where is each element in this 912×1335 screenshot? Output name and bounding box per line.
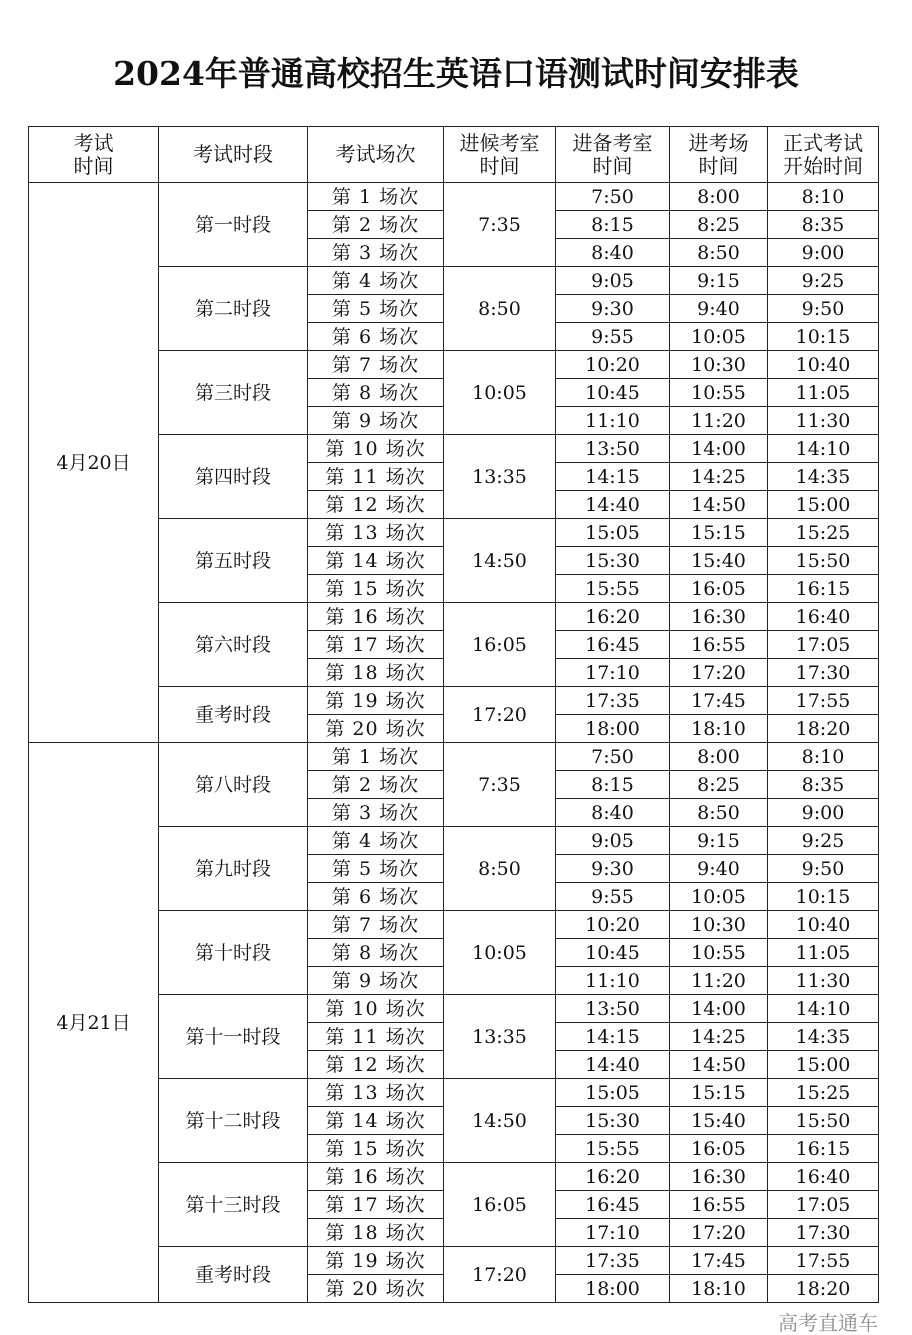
session-cell: 第 18 场次 — [308, 1219, 444, 1247]
header-session: 考试场次 — [308, 127, 444, 183]
waiting-room-time-cell: 13:35 — [444, 995, 556, 1079]
waiting-room-time-cell: 7:35 — [444, 743, 556, 827]
enter-exam-time-cell: 14:50 — [670, 1051, 768, 1079]
enter-exam-time-cell: 8:50 — [670, 239, 768, 267]
session-cell: 第 3 场次 — [308, 239, 444, 267]
waiting-room-time-cell: 10:05 — [444, 911, 556, 995]
session-cell: 第 1 场次 — [308, 183, 444, 211]
prep-room-time-cell: 10:45 — [556, 379, 670, 407]
prep-room-time-cell: 10:20 — [556, 911, 670, 939]
period-cell: 第十三时段 — [159, 1163, 308, 1247]
prep-room-time-cell: 8:40 — [556, 799, 670, 827]
prep-room-time-cell: 15:05 — [556, 1079, 670, 1107]
waiting-room-time-cell: 14:50 — [444, 519, 556, 603]
enter-exam-time-cell: 17:45 — [670, 1247, 768, 1275]
session-cell: 第 8 场次 — [308, 939, 444, 967]
enter-exam-time-cell: 8:25 — [670, 211, 768, 239]
enter-exam-time-cell: 18:10 — [670, 715, 768, 743]
session-cell: 第 11 场次 — [308, 463, 444, 491]
header-start-time: 正式考试 开始时间 — [768, 127, 879, 183]
prep-room-time-cell: 16:20 — [556, 603, 670, 631]
prep-room-time-cell: 11:10 — [556, 407, 670, 435]
start-time-cell: 15:50 — [768, 1107, 879, 1135]
enter-exam-time-cell: 16:30 — [670, 603, 768, 631]
prep-room-time-cell: 8:15 — [556, 771, 670, 799]
enter-exam-time-cell: 18:10 — [670, 1275, 768, 1303]
enter-exam-time-cell: 15:40 — [670, 547, 768, 575]
table-row — [29, 183, 879, 211]
prep-room-time-cell: 8:40 — [556, 239, 670, 267]
waiting-room-time-cell: 16:05 — [444, 1163, 556, 1247]
session-cell: 第 17 场次 — [308, 1191, 444, 1219]
enter-exam-time-cell: 9:40 — [670, 295, 768, 323]
prep-room-time-cell: 9:05 — [556, 267, 670, 295]
header-row — [29, 127, 879, 183]
enter-exam-time-cell: 8:00 — [670, 743, 768, 771]
prep-room-time-cell: 14:40 — [556, 491, 670, 519]
prep-room-time-cell: 9:05 — [556, 827, 670, 855]
enter-exam-time-cell: 14:25 — [670, 1023, 768, 1051]
page-title: 2024年普通高校招生英语口语测试时间安排表 — [113, 54, 799, 93]
prep-room-time-cell: 14:15 — [556, 1023, 670, 1051]
start-time-cell: 10:15 — [768, 883, 879, 911]
prep-room-time-cell: 14:40 — [556, 1051, 670, 1079]
session-cell: 第 2 场次 — [308, 771, 444, 799]
prep-room-time-cell: 13:50 — [556, 435, 670, 463]
prep-room-time-cell: 8:15 — [556, 211, 670, 239]
period-cell: 第十时段 — [159, 911, 308, 995]
enter-exam-time-cell: 11:20 — [670, 407, 768, 435]
header-waiting-room-time: 进候考室 时间 — [444, 127, 556, 183]
start-time-cell: 8:10 — [768, 743, 879, 771]
session-cell: 第 4 场次 — [308, 827, 444, 855]
prep-room-time-cell: 15:55 — [556, 575, 670, 603]
enter-exam-time-cell: 10:55 — [670, 379, 768, 407]
waiting-room-time-cell: 17:20 — [444, 1247, 556, 1303]
header-enter-exam-time: 进考场 时间 — [670, 127, 768, 183]
session-cell: 第 8 场次 — [308, 379, 444, 407]
start-time-cell: 17:05 — [768, 631, 879, 659]
enter-exam-time-cell: 16:55 — [670, 631, 768, 659]
start-time-cell: 11:30 — [768, 967, 879, 995]
session-cell: 第 19 场次 — [308, 687, 444, 715]
start-time-cell: 15:50 — [768, 547, 879, 575]
start-time-cell: 18:20 — [768, 1275, 879, 1303]
start-time-cell: 15:00 — [768, 1051, 879, 1079]
enter-exam-time-cell: 8:00 — [670, 183, 768, 211]
start-time-cell: 17:30 — [768, 659, 879, 687]
prep-room-time-cell: 11:10 — [556, 967, 670, 995]
prep-room-time-cell: 9:55 — [556, 323, 670, 351]
start-time-cell: 17:05 — [768, 1191, 879, 1219]
session-cell: 第 3 场次 — [308, 799, 444, 827]
enter-exam-time-cell: 11:20 — [670, 967, 768, 995]
prep-room-time-cell: 17:10 — [556, 659, 670, 687]
session-cell: 第 13 场次 — [308, 519, 444, 547]
waiting-room-time-cell: 10:05 — [444, 351, 556, 435]
period-cell: 第四时段 — [159, 435, 308, 519]
prep-room-time-cell: 17:10 — [556, 1219, 670, 1247]
session-cell: 第 14 场次 — [308, 547, 444, 575]
prep-room-time-cell: 15:05 — [556, 519, 670, 547]
prep-room-time-cell: 9:30 — [556, 295, 670, 323]
enter-exam-time-cell: 16:30 — [670, 1163, 768, 1191]
start-time-cell: 9:25 — [768, 827, 879, 855]
prep-room-time-cell: 15:55 — [556, 1135, 670, 1163]
enter-exam-time-cell: 14:25 — [670, 463, 768, 491]
enter-exam-time-cell: 17:20 — [670, 659, 768, 687]
period-cell: 第五时段 — [159, 519, 308, 603]
waiting-room-time-cell: 7:35 — [444, 183, 556, 267]
start-time-cell: 14:35 — [768, 463, 879, 491]
session-cell: 第 11 场次 — [308, 1023, 444, 1051]
period-cell: 第十一时段 — [159, 995, 308, 1079]
start-time-cell: 16:15 — [768, 575, 879, 603]
enter-exam-time-cell: 16:05 — [670, 1135, 768, 1163]
start-time-cell: 11:05 — [768, 379, 879, 407]
enter-exam-time-cell: 14:00 — [670, 435, 768, 463]
session-cell: 第 7 场次 — [308, 911, 444, 939]
session-cell: 第 13 场次 — [308, 1079, 444, 1107]
enter-exam-time-cell: 10:30 — [670, 351, 768, 379]
prep-room-time-cell: 16:45 — [556, 1191, 670, 1219]
start-time-cell: 8:35 — [768, 211, 879, 239]
enter-exam-time-cell: 14:00 — [670, 995, 768, 1023]
enter-exam-time-cell: 10:05 — [670, 883, 768, 911]
session-cell: 第 5 场次 — [308, 295, 444, 323]
prep-room-time-cell: 7:50 — [556, 743, 670, 771]
start-time-cell: 9:50 — [768, 855, 879, 883]
period-cell: 重考时段 — [159, 1247, 308, 1303]
header-period: 考试时段 — [159, 127, 308, 183]
start-time-cell: 9:00 — [768, 799, 879, 827]
exam-date-cell: 4月21日 — [29, 743, 159, 1303]
session-cell: 第 10 场次 — [308, 435, 444, 463]
start-time-cell: 17:30 — [768, 1219, 879, 1247]
start-time-cell: 10:40 — [768, 351, 879, 379]
start-time-cell: 11:05 — [768, 939, 879, 967]
start-time-cell: 11:30 — [768, 407, 879, 435]
period-cell: 重考时段 — [159, 687, 308, 743]
enter-exam-time-cell: 8:25 — [670, 771, 768, 799]
prep-room-time-cell: 10:20 — [556, 351, 670, 379]
prep-room-time-cell: 16:45 — [556, 631, 670, 659]
session-cell: 第 10 场次 — [308, 995, 444, 1023]
start-time-cell: 15:00 — [768, 491, 879, 519]
session-cell: 第 9 场次 — [308, 967, 444, 995]
start-time-cell: 10:40 — [768, 911, 879, 939]
session-cell: 第 19 场次 — [308, 1247, 444, 1275]
session-cell: 第 14 场次 — [308, 1107, 444, 1135]
session-cell: 第 4 场次 — [308, 267, 444, 295]
enter-exam-time-cell: 16:55 — [670, 1191, 768, 1219]
prep-room-time-cell: 18:00 — [556, 1275, 670, 1303]
start-time-cell: 16:15 — [768, 1135, 879, 1163]
enter-exam-time-cell: 14:50 — [670, 491, 768, 519]
prep-room-time-cell: 9:30 — [556, 855, 670, 883]
prep-room-time-cell: 13:50 — [556, 995, 670, 1023]
exam-date-cell: 4月20日 — [29, 183, 159, 743]
prep-room-time-cell: 17:35 — [556, 1247, 670, 1275]
period-cell: 第八时段 — [159, 743, 308, 827]
enter-exam-time-cell: 8:50 — [670, 799, 768, 827]
session-cell: 第 18 场次 — [308, 659, 444, 687]
period-cell: 第十二时段 — [159, 1079, 308, 1163]
start-time-cell: 10:15 — [768, 323, 879, 351]
enter-exam-time-cell: 17:45 — [670, 687, 768, 715]
start-time-cell: 16:40 — [768, 1163, 879, 1191]
start-time-cell: 8:10 — [768, 183, 879, 211]
waiting-room-time-cell: 8:50 — [444, 827, 556, 911]
session-cell: 第 20 场次 — [308, 715, 444, 743]
waiting-room-time-cell: 16:05 — [444, 603, 556, 687]
session-cell: 第 5 场次 — [308, 855, 444, 883]
period-cell: 第三时段 — [159, 351, 308, 435]
session-cell: 第 20 场次 — [308, 1275, 444, 1303]
waiting-room-time-cell: 14:50 — [444, 1079, 556, 1163]
session-cell: 第 2 场次 — [308, 211, 444, 239]
enter-exam-time-cell: 15:15 — [670, 1079, 768, 1107]
header-prep-room-time: 进备考室 时间 — [556, 127, 670, 183]
enter-exam-time-cell: 10:05 — [670, 323, 768, 351]
enter-exam-time-cell: 10:55 — [670, 939, 768, 967]
start-time-cell: 18:20 — [768, 715, 879, 743]
start-time-cell: 14:35 — [768, 1023, 879, 1051]
session-cell: 第 7 场次 — [308, 351, 444, 379]
start-time-cell: 14:10 — [768, 435, 879, 463]
prep-room-time-cell: 15:30 — [556, 1107, 670, 1135]
enter-exam-time-cell: 15:15 — [670, 519, 768, 547]
enter-exam-time-cell: 9:40 — [670, 855, 768, 883]
start-time-cell: 17:55 — [768, 1247, 879, 1275]
session-cell: 第 15 场次 — [308, 575, 444, 603]
enter-exam-time-cell: 16:05 — [670, 575, 768, 603]
start-time-cell: 8:35 — [768, 771, 879, 799]
period-cell: 第一时段 — [159, 183, 308, 267]
session-cell: 第 17 场次 — [308, 631, 444, 659]
prep-room-time-cell: 15:30 — [556, 547, 670, 575]
prep-room-time-cell: 7:50 — [556, 183, 670, 211]
waiting-room-time-cell: 13:35 — [444, 435, 556, 519]
start-time-cell: 9:25 — [768, 267, 879, 295]
enter-exam-time-cell: 10:30 — [670, 911, 768, 939]
prep-room-time-cell: 10:45 — [556, 939, 670, 967]
header-exam-date: 考试 时间 — [29, 127, 159, 183]
session-cell: 第 16 场次 — [308, 1163, 444, 1191]
prep-room-time-cell: 9:55 — [556, 883, 670, 911]
watermark: 高考直通车 — [778, 1311, 878, 1335]
period-cell: 第六时段 — [159, 603, 308, 687]
enter-exam-time-cell: 9:15 — [670, 267, 768, 295]
waiting-room-time-cell: 8:50 — [444, 267, 556, 351]
waiting-room-time-cell: 17:20 — [444, 687, 556, 743]
session-cell: 第 16 场次 — [308, 603, 444, 631]
enter-exam-time-cell: 9:15 — [670, 827, 768, 855]
session-cell: 第 6 场次 — [308, 323, 444, 351]
prep-room-time-cell: 18:00 — [556, 715, 670, 743]
enter-exam-time-cell: 17:20 — [670, 1219, 768, 1247]
prep-room-time-cell: 16:20 — [556, 1163, 670, 1191]
period-cell: 第九时段 — [159, 827, 308, 911]
start-time-cell: 17:55 — [768, 687, 879, 715]
start-time-cell: 9:50 — [768, 295, 879, 323]
start-time-cell: 15:25 — [768, 519, 879, 547]
period-cell: 第二时段 — [159, 267, 308, 351]
table-row — [29, 743, 879, 771]
session-cell: 第 1 场次 — [308, 743, 444, 771]
session-cell: 第 15 场次 — [308, 1135, 444, 1163]
prep-room-time-cell: 14:15 — [556, 463, 670, 491]
session-cell: 第 9 场次 — [308, 407, 444, 435]
start-time-cell: 9:00 — [768, 239, 879, 267]
start-time-cell: 14:10 — [768, 995, 879, 1023]
prep-room-time-cell: 17:35 — [556, 687, 670, 715]
start-time-cell: 15:25 — [768, 1079, 879, 1107]
session-cell: 第 12 场次 — [308, 1051, 444, 1079]
start-time-cell: 16:40 — [768, 603, 879, 631]
session-cell: 第 12 场次 — [308, 491, 444, 519]
session-cell: 第 6 场次 — [308, 883, 444, 911]
schedule-table — [28, 126, 879, 1303]
enter-exam-time-cell: 15:40 — [670, 1107, 768, 1135]
